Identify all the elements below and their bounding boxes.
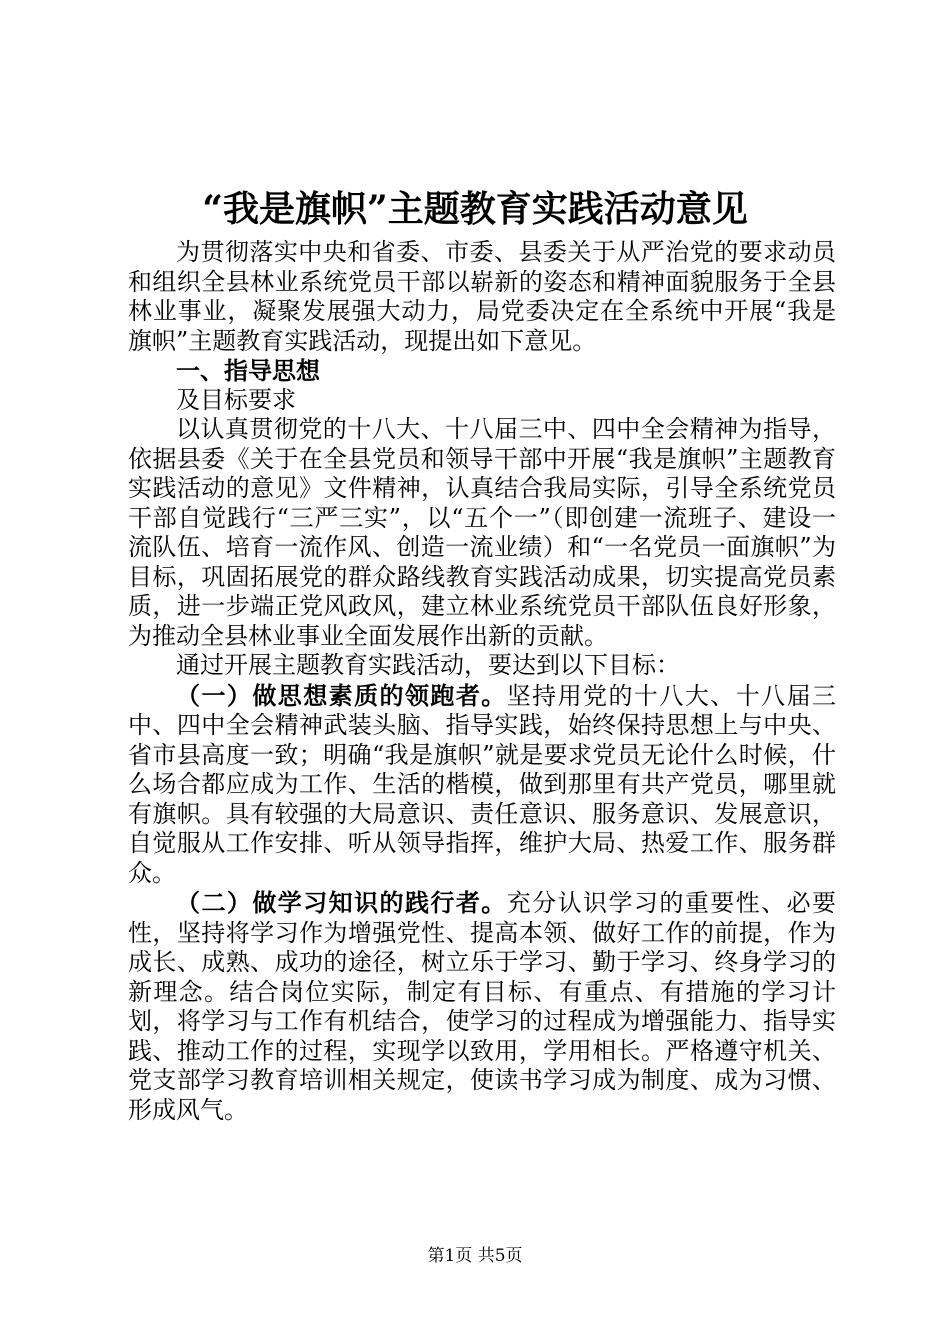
goal-1-text: 坚持用党的十八大、十八届三中、四中全会精神武装头脑、指导实践，始终保持思想上与中央、省市县高度一致；明确“我是旗帜”就是要求党员无论什么时候，什么场合都应成为工作、生活的楷模，做到那里有共产党员，哪里就有旗帜。具有较强的大局意识、责任意识、服务意识、发展意识，自觉服从工作安排、听从领导指挥，维护大局、热爱工作、服务群众。: [128, 681, 837, 887]
section-heading: 一、指导思想: [176, 356, 320, 385]
document-body: [128, 238, 836, 1125]
goal-2-paragraph: [128, 888, 836, 1125]
document-title: “我是旗帜”主题教育实践活动意见: [202, 188, 748, 230]
goal-2-text: 充分认识学习的重要性、必要性，坚持将学习作为增强党性、提高本领、做好工作的前提，作为成长、成熟、成功的途径，树立乐于学习、勤于学习、终身学习的新理念。结合岗位实际，制定有目标、有重点、有措施的学习计划，将学习与工作有机结合，使学习的过程成为增强能力、指导实践、推动工作的过程，实现学以致用，学用相长。严格遵守机关、党支部学习教育培训相关规定，使读书学习成为制度、成为习惯、形成风气。: [128, 889, 837, 1124]
intro-paragraph: 为贯彻落实中央和省委、市委、县委关于从严治党的要求动员和组织全县林业系统党员干部以崭新的姿态和精神面貌服务于全县林业事业，凝聚发展强大动力，局党委决定在全系统中开展“我是旗帜”主题教育实践活动，现提出如下意见。: [128, 238, 836, 355]
goal-2-heading: （二）做学习知识的践行者。: [176, 888, 507, 917]
section-subheading: 及目标要求: [176, 385, 296, 414]
page-footer: 第1页 共5页: [427, 1246, 523, 1266]
goal-1-heading: （一）做思想素质的领跑者。: [176, 680, 507, 710]
guiding-paragraph: 以认真贯彻党的十八大、十八届三中、四中全会精神为指导，依据县委《关于在全县党员和领导干部中开展“我是旗帜”主题教育实践活动的意见》文件精神，认真结合我局实际，引导全系统党员干部自觉践行“三严三实”，以“五个一”（即创建一流班子、建设一流队伍、培育一流作风、创造一流业绩）和“一名党员一面旗帜”为目标，巩固拓展党的群众路线教育实践活动成果，切实提高党员素质，进一步端正党风政风，建立林业系统党员干部队伍良好形象，为推动全县林业事业全面发展作出新的贡献。: [128, 415, 836, 650]
goal-1-paragraph: [128, 681, 836, 889]
goals-intro: 通过开展主题教育实践活动，要达到以下目标：: [176, 651, 680, 679]
